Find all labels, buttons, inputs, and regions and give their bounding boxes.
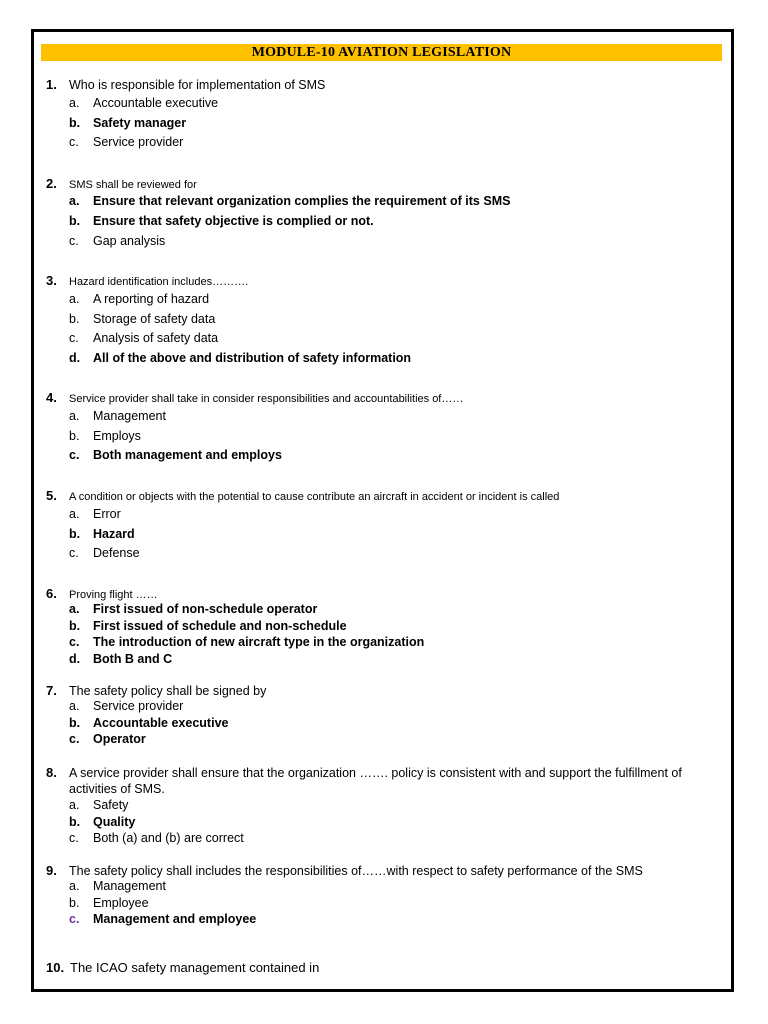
option-text: Management bbox=[93, 409, 166, 423]
option-a bbox=[46, 879, 718, 896]
option-b bbox=[46, 527, 718, 547]
option-b bbox=[46, 619, 718, 636]
option-letter: a. bbox=[69, 292, 80, 306]
question-number: 5. bbox=[46, 488, 57, 503]
question-1 bbox=[46, 77, 718, 155]
question-number: 9. bbox=[46, 863, 57, 878]
option-text: Storage of safety data bbox=[93, 311, 216, 326]
option-text: Operator bbox=[93, 732, 146, 746]
option-text: The introduction of new aircraft type in the organization bbox=[93, 635, 425, 649]
option-a bbox=[46, 798, 718, 815]
option-letter: a. bbox=[69, 507, 80, 521]
option-c bbox=[46, 135, 718, 155]
option-text: First issued of non-schedule operator bbox=[93, 602, 318, 616]
option-text: Both management and employs bbox=[93, 448, 282, 462]
option-c bbox=[46, 546, 718, 566]
option-letter: a. bbox=[69, 602, 80, 616]
option-text: Both B and C bbox=[93, 651, 173, 666]
option-a bbox=[46, 194, 718, 214]
option-letter: a. bbox=[69, 409, 80, 423]
option-letter: a. bbox=[69, 798, 80, 812]
question-text: Proving flight …… bbox=[69, 589, 158, 601]
option-a bbox=[46, 409, 718, 429]
option-text: Safety manager bbox=[93, 115, 187, 130]
option-letter: c. bbox=[69, 635, 80, 649]
option-text: Hazard bbox=[93, 526, 135, 541]
option-letter: b. bbox=[69, 115, 81, 130]
option-letter: c. bbox=[69, 831, 79, 845]
option-text: Error bbox=[93, 507, 121, 521]
option-text: Both (a) and (b) are correct bbox=[93, 831, 244, 845]
option-a bbox=[46, 96, 718, 116]
question-7 bbox=[46, 683, 718, 749]
option-letter: b. bbox=[69, 618, 81, 633]
page-title: MODULE-10 AVIATION LEGISLATION bbox=[41, 44, 722, 61]
question-number: 6. bbox=[46, 586, 57, 601]
option-a bbox=[46, 699, 718, 716]
option-d bbox=[46, 351, 718, 371]
question-text: SMS shall be reviewed for bbox=[69, 179, 197, 191]
option-text: A reporting of hazard bbox=[93, 292, 210, 306]
option-text: Safety bbox=[93, 798, 129, 812]
option-text: Accountable executive bbox=[93, 715, 229, 730]
option-letter: b. bbox=[69, 428, 80, 443]
question-text: The safety policy shall be signed by bbox=[69, 684, 267, 698]
option-text: Service provider bbox=[93, 699, 184, 713]
option-letter: c. bbox=[69, 732, 80, 746]
question-number: 7. bbox=[46, 683, 57, 698]
option-text: Accountable executive bbox=[93, 96, 219, 110]
option-letter: b. bbox=[69, 214, 81, 228]
option-letter: c. bbox=[69, 912, 80, 926]
question-2 bbox=[46, 176, 718, 254]
option-text: Employee bbox=[93, 895, 149, 910]
option-text: Ensure that safety objective is complied or not. bbox=[93, 214, 374, 228]
question-number: 3. bbox=[46, 273, 57, 288]
option-a bbox=[46, 602, 718, 619]
option-b bbox=[46, 716, 718, 733]
question-5 bbox=[46, 488, 718, 566]
question-text: A service provider shall ensure that the organization ……. policy is consistent with and support the fulfillment of activities of SMS. bbox=[69, 766, 682, 796]
option-letter: c. bbox=[69, 234, 79, 248]
question-number: 10. bbox=[46, 960, 65, 975]
option-text: Quality bbox=[93, 814, 136, 829]
question-text: The safety policy shall includes the responsibilities of……with respect to safety performance of the SMS bbox=[69, 864, 643, 878]
option-a bbox=[46, 292, 718, 312]
question-6 bbox=[46, 586, 718, 668]
option-letter: c. bbox=[69, 546, 79, 560]
option-b bbox=[46, 214, 718, 234]
question-text: Hazard identification includes………. bbox=[69, 276, 249, 288]
option-c bbox=[46, 912, 718, 929]
option-text: Employs bbox=[93, 428, 141, 443]
option-letter: b. bbox=[69, 814, 81, 829]
question-number: 4. bbox=[46, 390, 57, 405]
option-text: Ensure that relevant organization complies the requirement of its SMS bbox=[93, 194, 511, 208]
question-text: The ICAO safety management contained in bbox=[70, 960, 320, 975]
option-text: Management and employee bbox=[93, 912, 257, 926]
option-text: First issued of schedule and non-schedule bbox=[93, 618, 347, 633]
question-text: Who is responsible for implementation of SMS bbox=[69, 78, 326, 92]
option-letter: c. bbox=[69, 448, 80, 462]
option-text: Gap analysis bbox=[93, 234, 166, 248]
option-c bbox=[46, 732, 718, 749]
option-c bbox=[46, 331, 718, 351]
option-text: Analysis of safety data bbox=[93, 331, 219, 345]
option-letter: a. bbox=[69, 194, 80, 208]
option-letter: a. bbox=[69, 879, 80, 893]
option-letter: d. bbox=[69, 350, 81, 365]
option-c bbox=[46, 448, 718, 468]
option-b bbox=[46, 116, 718, 136]
option-letter: d. bbox=[69, 651, 81, 666]
question-number: 2. bbox=[46, 176, 57, 191]
option-c bbox=[46, 635, 718, 652]
option-text: All of the above and distribution of safety information bbox=[93, 350, 412, 365]
question-text: A condition or objects with the potential to cause contribute an aircraft in accident or incident is called bbox=[69, 491, 560, 503]
option-letter: b. bbox=[69, 311, 80, 326]
option-letter: b. bbox=[69, 715, 81, 730]
question-number: 1. bbox=[46, 77, 57, 92]
option-b bbox=[46, 896, 718, 913]
option-text: Defense bbox=[93, 546, 140, 560]
question-9 bbox=[46, 863, 718, 929]
option-letter: b. bbox=[69, 895, 80, 910]
option-b bbox=[46, 429, 718, 449]
option-a bbox=[46, 507, 718, 527]
question-4 bbox=[46, 390, 718, 468]
question-10 bbox=[46, 960, 718, 975]
option-text: Service provider bbox=[93, 135, 184, 149]
question-text: Service provider shall take in consider responsibilities and accountabilities of…… bbox=[69, 393, 464, 405]
option-letter: a. bbox=[69, 699, 80, 713]
option-c bbox=[46, 831, 718, 848]
option-b bbox=[46, 312, 718, 332]
option-letter: b. bbox=[69, 526, 81, 541]
option-d bbox=[46, 652, 718, 669]
option-c bbox=[46, 234, 718, 254]
question-8 bbox=[46, 765, 718, 848]
option-letter: c. bbox=[69, 135, 79, 149]
option-text: Management bbox=[93, 879, 166, 893]
option-b bbox=[46, 815, 718, 832]
option-letter: a. bbox=[69, 96, 80, 110]
option-letter: c. bbox=[69, 331, 79, 345]
question-3 bbox=[46, 273, 718, 370]
question-number: 8. bbox=[46, 765, 57, 780]
